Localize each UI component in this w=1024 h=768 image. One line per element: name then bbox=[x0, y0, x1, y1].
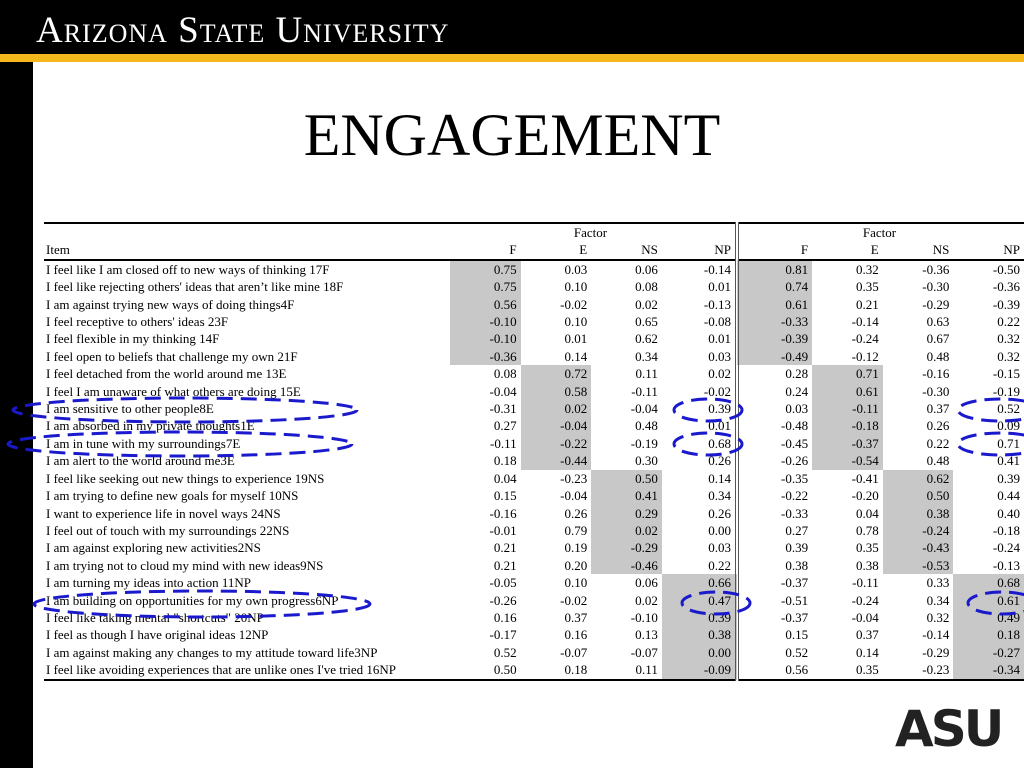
loading-cell-f-right: 0.24 bbox=[785, 383, 809, 399]
table-row bbox=[44, 470, 1024, 487]
loading-cell-ns-left: -0.04 bbox=[630, 401, 658, 417]
loading-cell-ns-left: 0.06 bbox=[635, 575, 658, 591]
loading-cell-np-right: -0.50 bbox=[992, 261, 1020, 277]
loading-cell-np-left: 0.00 bbox=[662, 644, 737, 661]
loading-cell-f-left: 0.21 bbox=[493, 540, 517, 556]
loading-cell-f-right: 0.74 bbox=[737, 278, 812, 295]
loading-cell-ns-left: 0.50 bbox=[591, 470, 662, 487]
university-wordmark: Arizona State University bbox=[36, 10, 450, 51]
loading-cell-ns-right: -0.29 bbox=[922, 296, 950, 312]
loading-cell-np-right: -0.24 bbox=[992, 540, 1020, 556]
item-cell: I am against trying new ways of doing things4F bbox=[46, 296, 295, 312]
loading-cell-f-left: 0.15 bbox=[493, 488, 517, 504]
loading-cell-np-right: 0.52 bbox=[997, 401, 1020, 417]
column-header-np-right: NP bbox=[953, 241, 1024, 259]
column-header-ns-right: NS bbox=[883, 241, 954, 259]
item-cell: I feel like I am closed off to new ways of thinking 17F bbox=[46, 261, 330, 277]
loading-cell-np-right: -0.39 bbox=[992, 296, 1020, 312]
item-cell: I am trying not to cloud my mind with new ideas9NS bbox=[46, 557, 324, 573]
loading-cell-e-left: 0.58 bbox=[521, 383, 592, 400]
table-row bbox=[44, 522, 1024, 539]
loading-cell-e-left: -0.07 bbox=[560, 644, 588, 660]
loading-cell-f-left: -0.05 bbox=[489, 575, 517, 591]
loading-cell-f-right: -0.39 bbox=[737, 330, 812, 347]
loading-cell-f-left: -0.17 bbox=[489, 627, 517, 643]
loading-cell-e-right: 0.35 bbox=[856, 279, 879, 295]
loading-cell-ns-left: 0.02 bbox=[635, 296, 658, 312]
loading-cell-ns-right: 0.63 bbox=[926, 314, 950, 330]
loading-cell-ns-left: 0.65 bbox=[635, 314, 658, 330]
loading-cell-e-right: 0.35 bbox=[856, 540, 879, 556]
table-row bbox=[44, 400, 1024, 417]
loading-cell-f-right: 0.03 bbox=[785, 401, 809, 417]
slide-title: ENGAGEMENT bbox=[303, 102, 721, 168]
loading-cell-ns-right: 0.62 bbox=[883, 470, 954, 487]
loading-cell-e-right: 0.14 bbox=[856, 644, 879, 660]
loading-cell-ns-right: -0.53 bbox=[883, 557, 954, 574]
loading-cell-ns-right: 0.34 bbox=[926, 592, 950, 608]
loading-cell-np-right: 0.49 bbox=[953, 609, 1024, 626]
item-cell: I want to experience life in novel ways 24NS bbox=[46, 505, 281, 521]
loading-cell-f-right: -0.49 bbox=[737, 348, 812, 365]
loading-cell-f-right: -0.48 bbox=[781, 418, 809, 434]
loading-cell-np-left: -0.14 bbox=[662, 260, 737, 278]
table-row bbox=[44, 417, 1024, 434]
item-cell: I feel as though I have original ideas 12NP bbox=[46, 627, 269, 643]
loading-cell-np-left: 0.01 bbox=[662, 330, 737, 347]
item-cell: I feel out of touch with my surroundings 22NS bbox=[46, 522, 290, 538]
item-cell: I am turning my ideas into action 11NP bbox=[46, 575, 251, 591]
item-cell: I feel like rejecting others' ideas that aren’t like mine 18F bbox=[46, 279, 344, 295]
item-cell: I am in tune with my surroundings7E bbox=[46, 435, 241, 451]
loading-cell-ns-left: 0.48 bbox=[635, 418, 658, 434]
loading-cell-e-right: -0.18 bbox=[812, 417, 883, 434]
loading-cell-ns-right: 0.67 bbox=[926, 331, 950, 347]
loading-cell-np-left: 0.26 bbox=[662, 505, 737, 522]
loading-cell-e-right: -0.11 bbox=[812, 400, 883, 417]
item-cell: I feel flexible in my thinking 14F bbox=[46, 331, 220, 347]
loading-cell-np-right: 0.09 bbox=[997, 418, 1020, 434]
loading-cell-ns-right: 0.26 bbox=[926, 418, 950, 434]
loading-cell-f-right: 0.38 bbox=[785, 557, 809, 573]
loading-cell-e-left: -0.04 bbox=[521, 417, 592, 434]
loading-cell-ns-right: -0.16 bbox=[922, 366, 950, 382]
loading-cell-ns-right: -0.30 bbox=[922, 383, 950, 399]
loading-cell-ns-left: -0.46 bbox=[591, 557, 662, 574]
loading-cell-ns-left: 0.62 bbox=[635, 331, 658, 347]
loading-cell-f-left: 0.75 bbox=[450, 278, 521, 295]
loading-cell-e-left: 0.18 bbox=[521, 661, 592, 679]
loading-cell-np-right: -0.36 bbox=[992, 279, 1020, 295]
loading-cell-ns-left: 0.29 bbox=[591, 505, 662, 522]
table-row bbox=[44, 609, 1024, 626]
loading-cell-f-left: 0.50 bbox=[450, 661, 521, 679]
loading-cell-e-left: -0.04 bbox=[560, 488, 588, 504]
loading-cell-ns-right: -0.30 bbox=[922, 279, 950, 295]
table-row bbox=[44, 435, 1024, 452]
table-row bbox=[44, 539, 1024, 556]
loading-cell-e-right: -0.41 bbox=[851, 470, 879, 486]
loading-cell-f-right: -0.37 bbox=[781, 609, 809, 625]
loading-cell-e-left: 0.37 bbox=[564, 609, 588, 625]
loading-cell-e-left: 0.10 bbox=[564, 314, 588, 330]
loading-cell-f-right: 0.27 bbox=[785, 522, 809, 538]
loading-cell-ns-right: 0.48 bbox=[926, 453, 950, 469]
loading-cell-f-right: -0.37 bbox=[781, 575, 809, 591]
loading-cell-e-right: -0.24 bbox=[851, 331, 879, 347]
loading-cell-ns-right: 0.48 bbox=[926, 348, 950, 364]
loading-cell-e-left: 0.10 bbox=[564, 279, 588, 295]
loading-cell-np-left: -0.08 bbox=[662, 313, 737, 330]
loading-cell-ns-left: -0.19 bbox=[630, 435, 658, 451]
loading-cell-np-right: 0.40 bbox=[997, 505, 1020, 521]
loading-cell-np-right: 0.18 bbox=[953, 626, 1024, 643]
asu-logo-text: ASU bbox=[895, 702, 1002, 750]
loading-cell-ns-right: -0.36 bbox=[922, 261, 950, 277]
loading-cell-f-right: 0.56 bbox=[737, 661, 812, 679]
loading-cell-e-right: 0.04 bbox=[856, 505, 879, 521]
table-row bbox=[44, 452, 1024, 469]
loading-cell-np-right: -0.27 bbox=[953, 644, 1024, 661]
loading-cell-np-right: 0.39 bbox=[997, 470, 1020, 486]
loading-cell-e-right: 0.71 bbox=[812, 365, 883, 382]
table-row bbox=[44, 313, 1024, 330]
loading-cell-f-left: 0.18 bbox=[493, 453, 517, 469]
loading-cell-e-right: -0.54 bbox=[812, 452, 883, 469]
loading-cell-e-right: -0.04 bbox=[851, 609, 879, 625]
item-cell: I am building on opportunities for my own progress6NP bbox=[46, 592, 339, 608]
loading-cell-ns-left: 0.30 bbox=[635, 453, 658, 469]
loading-cell-np-left: 0.22 bbox=[662, 557, 737, 574]
column-header-e-left: E bbox=[521, 241, 592, 259]
loading-cell-f-right: 0.39 bbox=[785, 540, 809, 556]
item-cell: I am against making any changes to my attitude toward life3NP bbox=[46, 644, 378, 660]
loading-cell-e-right: -0.14 bbox=[851, 314, 879, 330]
loading-cell-np-left: -0.09 bbox=[662, 661, 737, 679]
loading-cell-f-left: 0.08 bbox=[493, 366, 517, 382]
column-header-f-right: F bbox=[737, 241, 812, 259]
loading-cell-ns-left: 0.02 bbox=[635, 592, 658, 608]
loading-cell-f-left: -0.11 bbox=[490, 435, 517, 451]
loading-cell-ns-right: -0.43 bbox=[883, 539, 954, 556]
loading-cell-np-left: 0.02 bbox=[662, 365, 737, 382]
loading-cell-e-left: 0.19 bbox=[564, 540, 588, 556]
loading-cell-f-right: 0.52 bbox=[785, 644, 809, 660]
loading-cell-ns-left: -0.29 bbox=[591, 539, 662, 556]
loading-cell-f-left: -0.10 bbox=[450, 313, 521, 330]
loading-cell-np-left: 0.39 bbox=[662, 609, 737, 626]
loading-cell-ns-left: 0.08 bbox=[635, 279, 658, 295]
loading-cell-np-left: 0.26 bbox=[662, 452, 737, 469]
factor-group-header-right: Factor bbox=[737, 223, 1024, 241]
item-cell: I feel like taking mental "shortcuts" 20NP bbox=[46, 609, 264, 625]
loading-cell-np-right: 0.32 bbox=[997, 331, 1020, 347]
loading-cell-np-right: -0.15 bbox=[992, 366, 1020, 382]
loading-cell-e-right: 0.78 bbox=[856, 522, 879, 538]
loading-cell-np-left: 0.66 bbox=[662, 574, 737, 591]
loading-cell-e-right: -0.11 bbox=[852, 575, 879, 591]
column-header-row bbox=[44, 241, 1024, 259]
loading-cell-np-left: 0.68 bbox=[662, 435, 737, 452]
item-cell: I am sensitive to other people8E bbox=[46, 401, 214, 417]
loading-cell-np-right: -0.13 bbox=[992, 557, 1020, 573]
loading-cell-f-left: 0.21 bbox=[493, 557, 517, 573]
loading-cell-e-left: -0.44 bbox=[521, 452, 592, 469]
table-row bbox=[44, 644, 1024, 661]
loading-cell-ns-right: 0.38 bbox=[883, 505, 954, 522]
loading-cell-e-right: 0.38 bbox=[856, 557, 879, 573]
loading-cell-e-right: 0.32 bbox=[856, 261, 879, 277]
column-header-ns-left: NS bbox=[591, 241, 662, 259]
loading-cell-e-left: 0.14 bbox=[564, 348, 588, 364]
table-row bbox=[44, 592, 1024, 609]
loading-cell-ns-right: 0.33 bbox=[926, 575, 950, 591]
loading-cell-ns-left: 0.41 bbox=[591, 487, 662, 504]
loading-cell-np-left: 0.38 bbox=[662, 626, 737, 643]
loading-cell-f-right: 0.81 bbox=[737, 260, 812, 278]
loading-cell-ns-right: -0.29 bbox=[922, 644, 950, 660]
loading-cell-e-left: 0.20 bbox=[564, 557, 588, 573]
loading-cell-f-right: 0.28 bbox=[785, 366, 809, 382]
table-row bbox=[44, 557, 1024, 574]
item-cell: I feel like seeking out new things to experience 19NS bbox=[46, 470, 325, 486]
loading-cell-ns-left: 0.11 bbox=[591, 661, 662, 679]
loading-cell-f-right: -0.45 bbox=[781, 435, 809, 451]
loading-cell-np-left: 0.01 bbox=[662, 417, 737, 434]
loading-cell-e-left: 0.79 bbox=[564, 522, 588, 538]
loading-cell-f-left: 0.16 bbox=[493, 609, 517, 625]
loading-cell-ns-left: 0.11 bbox=[635, 366, 658, 382]
item-cell: I feel I am unaware of what others are doing 15E bbox=[46, 383, 301, 399]
table-row bbox=[44, 348, 1024, 365]
loading-cell-np-left: -0.13 bbox=[662, 296, 737, 313]
loading-cell-np-right: 0.68 bbox=[953, 574, 1024, 591]
loading-cell-e-right: -0.37 bbox=[812, 435, 883, 452]
item-cell: I am absorbed in my private thoughts1E bbox=[46, 418, 255, 434]
loading-cell-np-right: -0.19 bbox=[992, 383, 1020, 399]
loading-cell-f-left: -0.10 bbox=[450, 330, 521, 347]
loading-cell-np-left: 0.34 bbox=[662, 487, 737, 504]
loading-cell-f-right: -0.22 bbox=[781, 488, 809, 504]
loading-cell-e-left: -0.02 bbox=[560, 296, 588, 312]
loading-cell-ns-right: -0.14 bbox=[922, 627, 950, 643]
loading-cell-ns-right: -0.24 bbox=[883, 522, 954, 539]
loading-cell-np-left: -0.02 bbox=[662, 383, 737, 400]
loading-cell-np-left: 0.00 bbox=[662, 522, 737, 539]
gold-stripe bbox=[0, 54, 1024, 62]
loading-cell-np-left: 0.03 bbox=[662, 348, 737, 365]
loading-cell-np-right: 0.41 bbox=[997, 453, 1020, 469]
factor-group-header-left: Factor bbox=[450, 223, 737, 241]
loading-cell-e-left: 0.26 bbox=[564, 505, 588, 521]
loading-cell-f-right: -0.33 bbox=[737, 313, 812, 330]
item-cell: I am alert to the world around me3E bbox=[46, 453, 235, 469]
table-row bbox=[44, 661, 1024, 679]
loading-cell-f-left: -0.31 bbox=[489, 401, 517, 417]
loading-cell-f-left: -0.16 bbox=[489, 505, 517, 521]
table-row bbox=[44, 626, 1024, 643]
asu-logo bbox=[895, 702, 1005, 750]
loading-cell-f-left: -0.04 bbox=[489, 383, 517, 399]
table-row bbox=[44, 505, 1024, 522]
table-row bbox=[44, 383, 1024, 400]
loading-cell-f-left: -0.26 bbox=[489, 592, 517, 608]
table-row bbox=[44, 365, 1024, 382]
loading-cell-np-right: 0.44 bbox=[997, 488, 1020, 504]
loading-cell-f-left: -0.36 bbox=[450, 348, 521, 365]
loading-cell-ns-left: 0.34 bbox=[635, 348, 658, 364]
loading-cell-e-right: -0.12 bbox=[851, 348, 879, 364]
loading-cell-f-left: 0.56 bbox=[450, 296, 521, 313]
table-row bbox=[44, 278, 1024, 295]
loading-cell-e-left: -0.02 bbox=[560, 592, 588, 608]
loading-cell-np-left: 0.14 bbox=[662, 470, 737, 487]
item-column-header: Item bbox=[44, 241, 450, 259]
loading-cell-np-left: 0.47 bbox=[662, 592, 737, 609]
table-row bbox=[44, 574, 1024, 591]
loading-cell-f-left: 0.27 bbox=[493, 418, 517, 434]
loading-cell-e-left: 0.02 bbox=[521, 400, 592, 417]
loading-cell-e-left: 0.72 bbox=[521, 365, 592, 382]
loading-cell-f-left: 0.52 bbox=[493, 644, 517, 660]
loading-cell-e-left: 0.03 bbox=[564, 261, 588, 277]
loading-cell-ns-left: -0.11 bbox=[631, 383, 658, 399]
loading-cell-f-right: -0.51 bbox=[781, 592, 809, 608]
loading-cell-np-right: 0.61 bbox=[953, 592, 1024, 609]
loading-cell-e-left: -0.23 bbox=[560, 470, 588, 486]
table-body bbox=[44, 260, 1024, 680]
loading-cell-np-left: 0.03 bbox=[662, 539, 737, 556]
loading-cell-f-left: -0.01 bbox=[489, 522, 517, 538]
loading-cell-f-left: 0.04 bbox=[493, 470, 517, 486]
item-cell: I feel open to beliefs that challenge my own 21F bbox=[46, 348, 298, 364]
loading-cell-f-right: 0.15 bbox=[785, 627, 809, 643]
table-row bbox=[44, 260, 1024, 278]
loading-cell-f-right: -0.35 bbox=[781, 470, 809, 486]
loading-cell-np-right: 0.71 bbox=[997, 435, 1020, 451]
loading-cell-e-left: -0.22 bbox=[521, 435, 592, 452]
loading-cell-e-right: -0.20 bbox=[851, 488, 879, 504]
blank-header-cell bbox=[44, 223, 450, 241]
loading-cell-e-left: 0.16 bbox=[564, 627, 588, 643]
loading-cell-f-right: -0.33 bbox=[781, 505, 809, 521]
loading-cell-e-left: 0.01 bbox=[564, 331, 588, 347]
loading-cell-ns-right: 0.37 bbox=[926, 401, 950, 417]
item-cell: I am trying to define new goals for myself 10NS bbox=[46, 488, 299, 504]
loading-cell-ns-right: 0.22 bbox=[926, 435, 950, 451]
factor-header-row bbox=[44, 223, 1024, 241]
loading-cell-f-right: -0.26 bbox=[781, 453, 809, 469]
table-row bbox=[44, 330, 1024, 347]
loading-cell-ns-right: 0.32 bbox=[926, 609, 950, 625]
loading-cell-e-right: 0.37 bbox=[856, 627, 879, 643]
loading-cell-f-left: 0.75 bbox=[450, 260, 521, 278]
loading-cell-np-left: 0.39 bbox=[662, 400, 737, 417]
loading-cell-np-right: -0.34 bbox=[953, 661, 1024, 679]
loading-cell-ns-left: 0.06 bbox=[635, 261, 658, 277]
loading-cell-np-right: 0.32 bbox=[997, 348, 1020, 364]
loading-cell-e-right: 0.61 bbox=[812, 383, 883, 400]
loading-cell-ns-right: -0.23 bbox=[883, 661, 954, 679]
loading-cell-np-right: 0.22 bbox=[997, 314, 1020, 330]
loading-cell-e-right: -0.24 bbox=[851, 592, 879, 608]
loading-cell-np-left: 0.01 bbox=[662, 278, 737, 295]
item-cell: I feel like avoiding experiences that are unlike ones I've tried 16NP bbox=[44, 661, 450, 679]
table-row bbox=[44, 296, 1024, 313]
factor-loadings-table bbox=[44, 222, 1024, 681]
loading-cell-ns-right: 0.50 bbox=[883, 487, 954, 504]
loading-cell-np-right: -0.18 bbox=[992, 522, 1020, 538]
table-row bbox=[44, 487, 1024, 504]
loading-cell-ns-left: 0.02 bbox=[591, 522, 662, 539]
loading-cell-e-right: 0.35 bbox=[812, 661, 883, 679]
loading-cell-e-right: 0.21 bbox=[856, 296, 879, 312]
item-cell: I feel detached from the world around me 13E bbox=[46, 366, 287, 382]
column-header-e-right: E bbox=[812, 241, 883, 259]
column-header-f-left: F bbox=[450, 241, 521, 259]
column-header-np-left: NP bbox=[662, 241, 737, 259]
loading-cell-ns-left: -0.07 bbox=[630, 644, 658, 660]
item-cell: I feel receptive to others' ideas 23F bbox=[46, 314, 229, 330]
loading-cell-f-right: 0.61 bbox=[737, 296, 812, 313]
header-bar bbox=[0, 0, 1024, 54]
loading-cell-e-left: 0.10 bbox=[564, 575, 588, 591]
item-cell: I am against exploring new activities2NS bbox=[46, 540, 261, 556]
loading-cell-ns-left: -0.10 bbox=[630, 609, 658, 625]
loading-cell-ns-left: 0.13 bbox=[635, 627, 658, 643]
